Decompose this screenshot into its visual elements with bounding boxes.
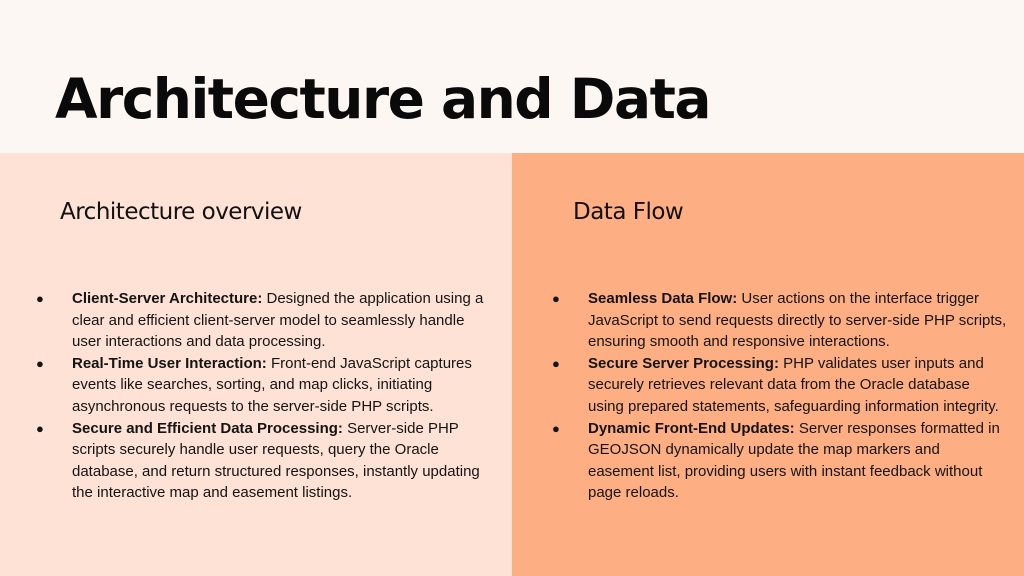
bullet-lead: Seamless Data Flow:: [588, 290, 738, 307]
bullet-lead: Secure and Efficient Data Processing:: [72, 419, 343, 437]
bullet-lead: Real-Time User Interaction:: [72, 354, 267, 372]
bullet-text: Server-side PHP scripts securely handle user requests, query the Oracle database, and return structured responses, instantly updating the interactive map and easement listings.: [72, 419, 480, 502]
bullet-text: User actions on the interface trigger JavaScript to send requests directly to server-side PHP scripts, ensuring smooth and responsive interactions.: [588, 290, 1007, 351]
bullet-lead: Secure Server Processing:: [588, 354, 779, 372]
bullet-icon: ●: [552, 291, 560, 306]
architecture-bullet-list: [36, 288, 496, 504]
data-flow-heading: Data Flow: [573, 199, 684, 225]
title-band: [0, 0, 1024, 153]
architecture-overview-panel: [0, 153, 512, 576]
list-item: [36, 288, 496, 353]
bullet-text: PHP validates user inputs and securely retrieves relevant data from the Oracle database using prepared statements, safeguarding information integrity.: [588, 354, 999, 415]
data-flow-panel: [512, 153, 1024, 576]
list-item: [552, 288, 1008, 353]
list-item: [36, 418, 496, 504]
slide-title: Architecture and Data: [55, 67, 710, 131]
bullet-icon: ●: [36, 355, 44, 371]
bullet-icon: ●: [552, 355, 560, 371]
data-flow-bullet-list: [552, 288, 1008, 504]
list-item: [552, 353, 1008, 418]
bullet-icon: ●: [36, 291, 44, 306]
bullet-text: Front-end JavaScript captures events like searches, sorting, and map clicks, initiating asynchronous requests to the server-side PHP scripts.: [72, 354, 472, 415]
bullet-text: Designed the application using a clear and efficient client-server model to seamlessly handle user interactions and data processing.: [72, 290, 484, 351]
architecture-overview-heading: Architecture overview: [60, 199, 302, 225]
bullet-text: Server responses formatted in GEOJSON dynamically update the map markers and easement list, providing users with instant feedback without page reloads.: [588, 419, 1000, 502]
list-item: [552, 418, 1008, 504]
bullet-lead: Client-Server Architecture:: [72, 290, 263, 307]
bullet-icon: ●: [552, 420, 560, 436]
list-item: [36, 353, 496, 418]
bullet-lead: Dynamic Front-End Updates:: [588, 419, 795, 437]
bullet-icon: ●: [36, 420, 44, 436]
